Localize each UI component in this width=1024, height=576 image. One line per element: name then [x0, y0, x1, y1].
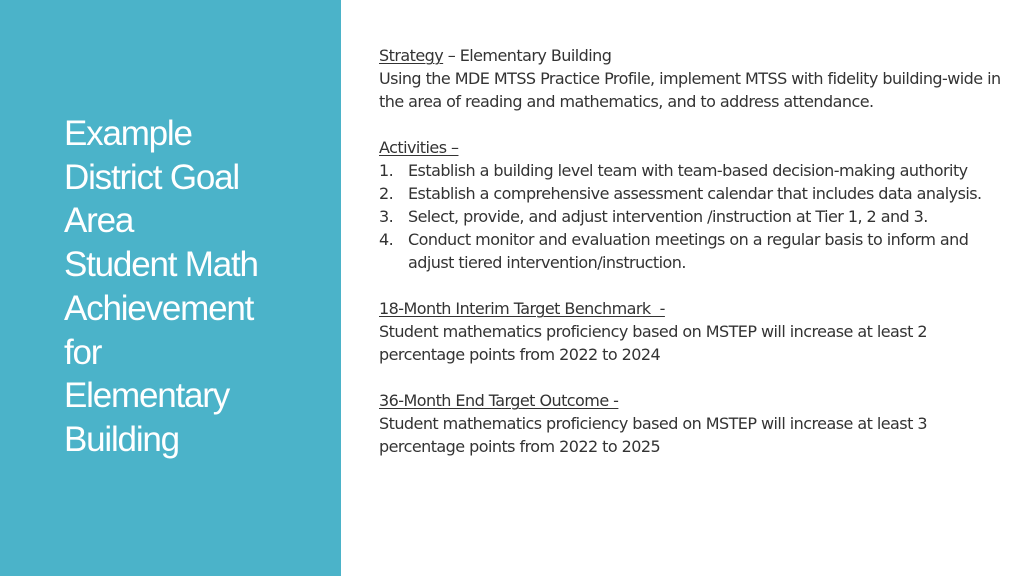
activity-text: Establish a comprehensive assessment calendar that includes data analysis.: [408, 184, 982, 203]
title-line: District Goal: [64, 157, 239, 197]
activity-number: 4.: [379, 230, 394, 249]
outcome-section: [379, 389, 1009, 458]
activity-item: [379, 228, 1009, 274]
spacer: [379, 366, 1009, 389]
benchmark-heading: [379, 297, 1009, 320]
activities-section: [379, 136, 1009, 274]
activities-list: [379, 159, 1009, 274]
title-panel: [0, 0, 341, 576]
title-line: Example: [64, 114, 192, 153]
outcome-heading: [379, 389, 1009, 412]
strategy-label: Strategy: [379, 46, 444, 65]
benchmark-label: 18-Month Interim Target Benchmark -: [379, 299, 665, 318]
activity-text: Establish a building level team with team-based decision-making authority: [408, 161, 968, 180]
strategy-subject: Elementary Building: [459, 46, 612, 65]
title-line: Elementary: [64, 376, 230, 416]
activities-label: Activities –: [379, 138, 459, 157]
activity-number: 2.: [379, 184, 394, 203]
strategy-description: Using the MDE MTSS Practice Profile, implement MTSS with fidelity building-wide in the area of reading and mathematics, and to address attendance.: [379, 69, 1001, 111]
benchmark-section: [379, 297, 1009, 366]
slide-title: [64, 112, 326, 462]
strategy-separator: –: [443, 46, 460, 65]
activities-heading: [379, 136, 1009, 159]
spacer: [379, 113, 1009, 136]
title-line: Building: [64, 419, 179, 459]
spacer: [379, 274, 1009, 297]
activity-item: [379, 159, 1009, 182]
title-line: Achievement: [64, 288, 254, 328]
title-line: for: [64, 332, 102, 372]
content-body: [379, 44, 1009, 458]
title-line: Student Math: [64, 245, 258, 285]
outcome-label: 36-Month End Target Outcome -: [379, 391, 619, 410]
activity-number: 1.: [379, 161, 394, 180]
activity-item: [379, 205, 1009, 228]
strategy-section: [379, 44, 1009, 113]
benchmark-text: Student mathematics proficiency based on MSTEP will increase at least 2 percentage points from 2022 to 2024: [379, 322, 927, 364]
activity-text: Select, provide, and adjust intervention /instruction at Tier 1, 2 and 3.: [408, 207, 928, 226]
activity-item: [379, 182, 1009, 205]
outcome-text: Student mathematics proficiency based on MSTEP will increase at least 3 percentage points from 2022 to 2025: [379, 414, 927, 456]
title-line: Area: [64, 201, 134, 241]
strategy-heading: [379, 44, 1009, 67]
activity-number: 3.: [379, 207, 394, 226]
activity-text: Conduct monitor and evaluation meetings on a regular basis to inform and adjust tiered intervention/instruction.: [408, 230, 969, 272]
